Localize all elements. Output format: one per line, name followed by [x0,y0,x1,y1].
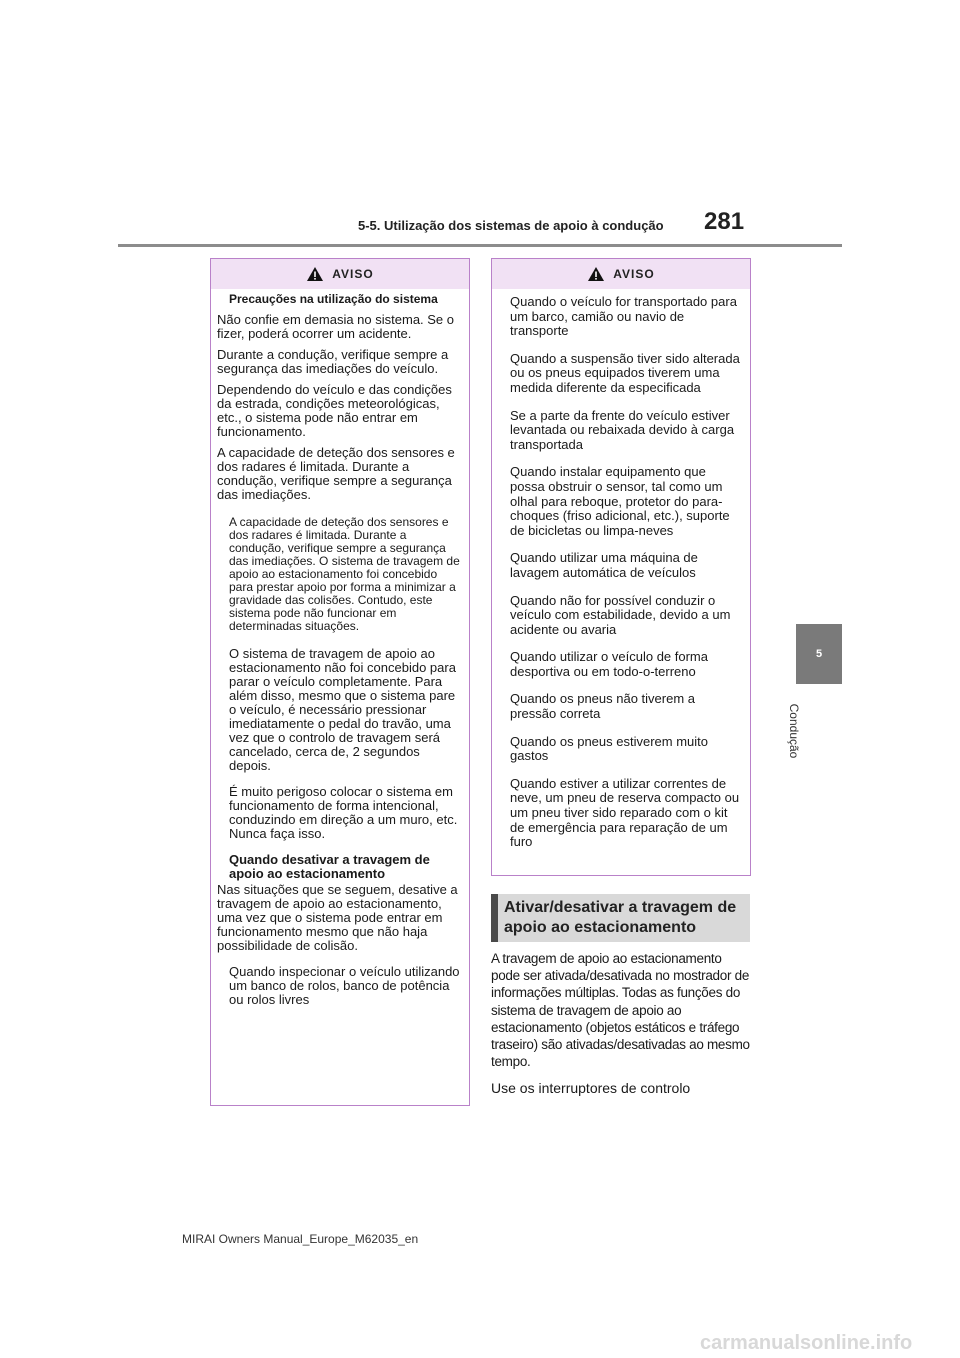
section-paragraph: A travagem de apoio ao estacionamento pode ser ativada/desativada no mostrador de informações múltiplas. Todas as funções do sistema de travagem de apoio ao estacionamento (objetos estáticos e tráfego traseiro) são ativadas/desativadas ao mesmo tempo. [491,951,750,1070]
warning-item: Quando utilizar uma máquina de lavagem automática de veículos [510,550,698,580]
warning-paragraph: Dependendo do veículo e das condições da estrada, condições meteorológicas, etc., o sistema pode não entrar em funcionamento. [217,382,452,439]
warning-item: Quando o veículo for transportado para um barco, camião ou navio de transporte [510,294,737,339]
warning-note: O sistema de travagem de apoio ao estacionamento não foi concebido para parar o veículo completamente. Para além disso, mesmo que o sistema pare o veículo, é necessário pressionar imediatamente o pedal do travão, uma vez que o controlo de travagem será cancelado, cerca de, 2 segundos depois. [229,646,456,773]
warning-triangle-icon [306,266,324,282]
warning-item: Quando utilizar o veículo de forma desportiva ou em todo-o-terreno [510,649,708,679]
footer-document-name: MIRAI Owners Manual_Europe_M62035_en [182,1232,419,1246]
warning-paragraph: Durante a condução, verifique sempre a segurança das imediações do veículo. [217,347,449,376]
warning-subheading: Quando desativar a travagem de apoio ao estacionamento [229,852,430,881]
warning-title: AVISO [613,267,655,281]
warning-item: Quando a suspensão tiver sido alterada ou os pneus equipados tiverem uma medida diferente da especificada [510,350,740,395]
warning-item: Quando os pneus estiverem muito gastos [510,733,708,764]
chapter-number: 5 [815,648,823,660]
section-body [491,950,753,1097]
warning-item: Se a parte da frente do veículo estiver levantada ou rebaixada devido à carga transportada [510,407,735,452]
warning-note: É muito perigoso colocar o sistema em funcionamento de forma intencional, conduzindo em direção a um muro, etc. Nunca faça isso. [229,784,458,841]
warning-paragraph: Não confie em demasia no sistema. Se o fizer, poderá ocorrer um acidente. [217,312,455,341]
warning-item: Quando estiver a utilizar correntes de neve, um pneu de reserva compacto ou um pneu tiver sido reparado com o kit de emergência para reparação de um furo [510,775,740,850]
warning-note: A capacidade de deteção dos sensores e dos radares é limitada. Durante a condução, verifique sempre a segurança das imediações. O sistema de travagem de apoio ao estacionamento foi concebido para prestar apoio por forma a minimizar a gravidade das colisões. Contudo, este sistema pode não funcionar em determinadas situações. [229,515,460,633]
header-rule [118,244,842,247]
chapter-tab[interactable] [796,624,842,684]
section-heading: Ativar/desativar a travagem de apoio ao estacionamento [491,894,750,942]
warning-paragraph: A capacidade de deteção dos sensores e dos radares é limitada. Durante a condução, verifique sempre a segurança das imediações. [217,445,455,502]
chapter-label: Condução [787,703,801,759]
warning-box-right [491,258,751,876]
warning-header [492,259,750,289]
warning-subtitle: Precauções na utilização do sistema [229,292,438,306]
section-title: 5-5. Utilização dos sistemas de apoio à condução [358,218,664,233]
warning-header [211,259,469,289]
warning-paragraph: Nas situações que se seguem, desative a travagem de apoio ao estacionamento, uma vez que o sistema pode entrar em funcionamento mesmo que não haja possibilidade de colisão. [217,882,458,953]
warning-triangle-icon [587,266,605,282]
warning-title: AVISO [332,267,374,281]
warning-item: Quando não for possível conduzir o veículo com estabilidade, devido a um acidente ou avaria [510,592,731,637]
page-number: 281 [704,208,745,235]
warning-box-left [210,258,470,1106]
warning-item: Quando os pneus não tiverem a pressão correta [510,691,696,722]
warning-note: Quando inspecionar o veículo utilizando um banco de rolos, banco de potência ou rolos livres [229,964,460,1007]
section-instruction: Use os interruptores de controlo [491,1080,691,1097]
watermark: carmanualsonline.info [700,1332,913,1354]
warning-item: Quando instalar equipamento que possa obstruir o sensor, tal como um olhal para reboque, protetor do para-choques (friso adicional, etc.), suporte de bicicletas ou limpa-neves [510,464,730,538]
